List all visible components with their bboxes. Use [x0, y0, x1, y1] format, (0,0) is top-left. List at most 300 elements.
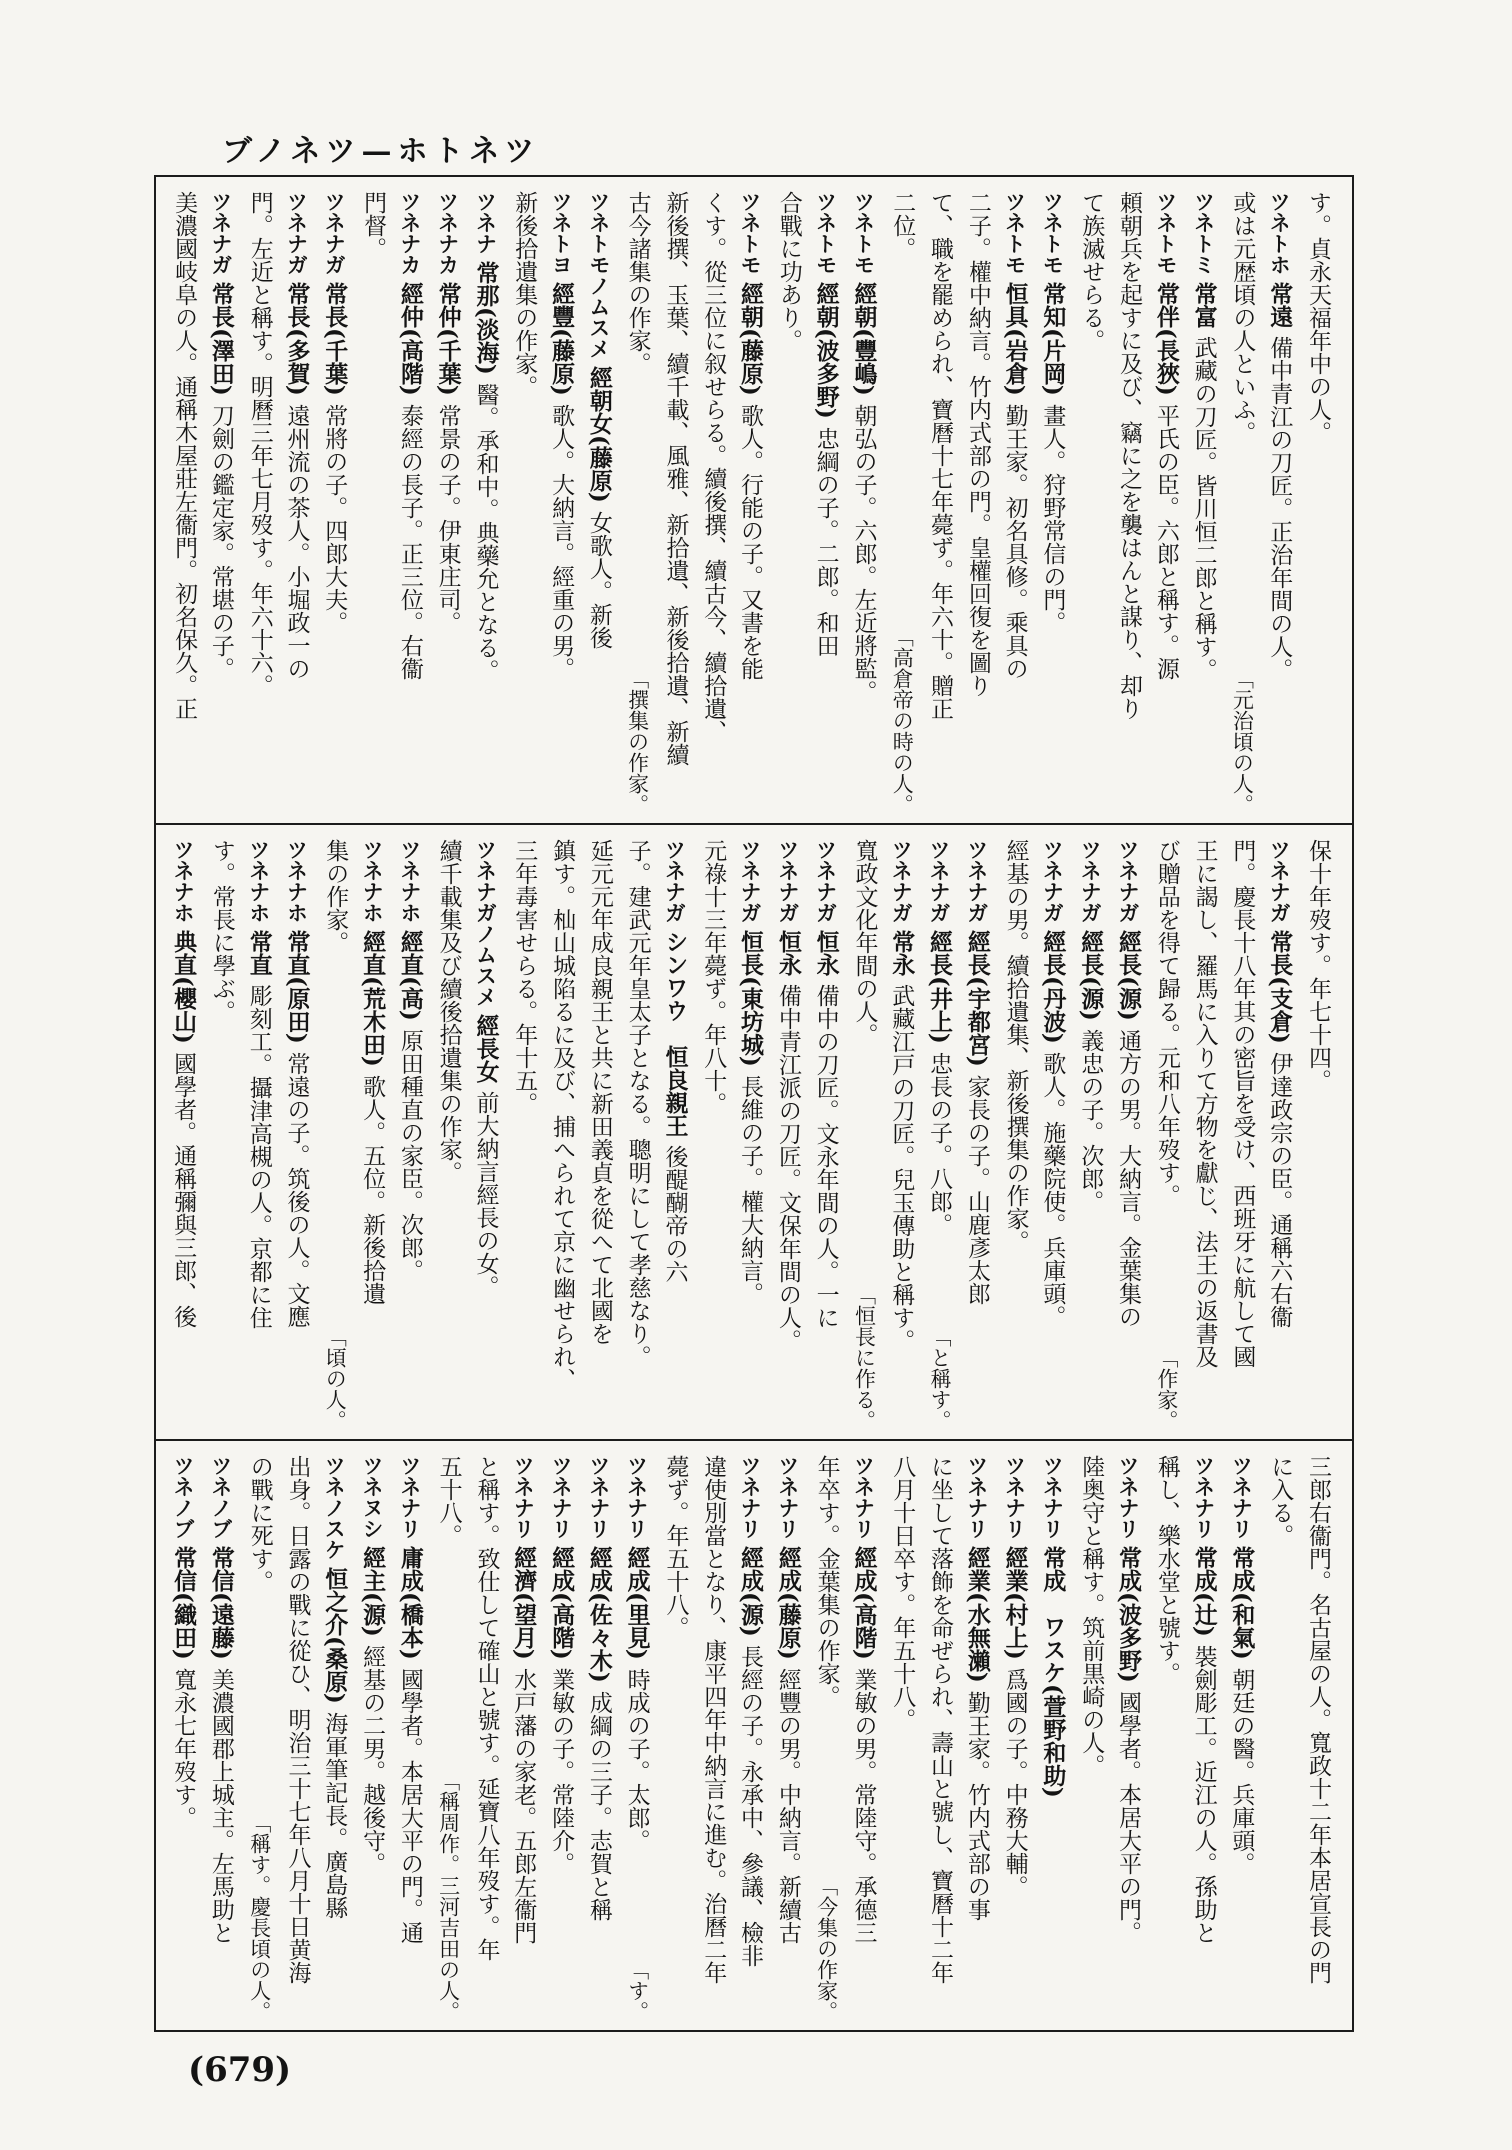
entry-text: 頼朝兵を起すに及び、竊に之を襲はんと謀り、却り	[1116, 191, 1143, 720]
entry-text: 門。左近と稱す。明曆三年七月歿す。年六十六。	[246, 191, 273, 697]
entry-text: 常將の子。四郎大夫。	[321, 403, 348, 634]
entry-headword: 經成(佐々木)	[585, 1546, 613, 1683]
entry-column	[618, 825, 656, 1439]
entry-headword: 恒永	[812, 930, 840, 976]
entry-reading: ツネナガ	[1078, 839, 1104, 923]
entry-headword: 恒具(岩倉)	[1001, 282, 1029, 396]
entry-headword: 常那(淡海)	[472, 261, 500, 375]
entry-column	[164, 825, 202, 1439]
entry-text: 門督。	[360, 191, 387, 260]
entry-column	[542, 1441, 580, 2030]
entry-headword: 經成(里見)	[623, 1546, 651, 1660]
entry-headword: 經長(井上)	[926, 930, 954, 1044]
entry-column	[1071, 177, 1109, 823]
entry-text: くす。從三位に叙せらる。續後撰、續古今、續拾遺、	[700, 191, 727, 743]
entry-reading: ツネトモ	[1040, 191, 1066, 275]
entry-text: 國學者。通稱彌與三郎、後	[170, 1051, 197, 1328]
entry-continuation: 「と稱す。	[928, 1326, 953, 1431]
entry-headword: 常信(織田)	[170, 1546, 198, 1660]
entry-reading: ツネトモ	[1002, 191, 1028, 275]
entry-text: に坐して落飾を命ぜられ、壽山と號し、寶曆十二年	[927, 1455, 954, 1984]
entry-reading: ツネナガ	[964, 839, 990, 923]
entry-reading: ツネナリ	[1116, 1455, 1142, 1539]
entry-headword: 經長(源)	[1077, 930, 1105, 1021]
entry-column	[353, 825, 391, 1439]
entry-text: 年卒す。金葉集の作家。	[813, 1455, 840, 1708]
entry-text: 長維の子。權大納言。	[737, 1074, 764, 1305]
entry-reading: ツネナリ	[1191, 1455, 1217, 1539]
entry-column	[920, 177, 958, 823]
entry-column	[1109, 825, 1147, 1439]
entry-headword: 常信(遠藤)	[207, 1546, 235, 1660]
entry-text: 合戰に功あり。	[775, 191, 802, 352]
entry-text: 保十年歿す。年七十四。	[1305, 839, 1331, 1092]
entry-column	[1185, 825, 1223, 1439]
entry-text: 國學者。本居大平の門。通	[396, 1667, 423, 1944]
entry-reading: ツネノスケ	[322, 1455, 348, 1560]
tier-columns	[156, 177, 1352, 823]
entry-text: 延元元年成良親王と共に新田義貞を從へて北國を	[586, 839, 613, 1345]
entry-reading: ツネトヨ	[549, 191, 575, 275]
entry-column	[845, 825, 883, 1439]
entry-continuation: 「頃の人。	[323, 1326, 348, 1431]
entry-column	[504, 177, 542, 823]
entry-text: 刀劍の鑑定家。常堪の子。	[207, 403, 234, 680]
entry-column	[240, 1441, 278, 2030]
entry-reading: ツネナガ	[738, 839, 764, 923]
entry-column	[278, 825, 316, 1439]
entry-headword: 常長(多賀)	[283, 282, 311, 396]
entry-column	[882, 825, 920, 1439]
entry-text: 稱し、樂水堂と號す。	[1153, 1455, 1180, 1685]
entry-column	[504, 825, 542, 1439]
entry-text: 前大納言經長の女。	[472, 1091, 499, 1298]
entry-text: 業敏の子。常陸介。	[548, 1667, 575, 1875]
entry-column	[731, 177, 769, 823]
entry-column	[504, 1441, 542, 2030]
entry-text: 武藏江戸の刀匠。兒玉傳助と稱す。	[888, 984, 915, 1352]
entry-column	[542, 177, 580, 823]
entry-text: 寬政文化年間の人。	[851, 839, 878, 1046]
entry-column	[1109, 1441, 1147, 2030]
page-number: (679)	[188, 2050, 292, 2090]
entry-text: と稱す。致仕して確山と號す。延寶八年歿す。年	[473, 1455, 500, 1961]
entry-column	[920, 1441, 958, 2030]
entry-text: 平氏の臣。六郎と稱す。源	[1152, 403, 1179, 680]
entry-text: 陸奥守と稱す。筑前黒崎の人。	[1078, 1455, 1105, 1777]
entry-reading: ツネナガ	[662, 839, 688, 923]
entry-column	[1147, 177, 1185, 823]
entry-column	[580, 1441, 618, 2030]
entry-continuation: 「作家。	[1154, 1347, 1179, 1431]
entry-text: 美濃國郡上城主。左馬助と	[207, 1667, 234, 1944]
entry-column	[580, 177, 618, 823]
entry-headword: 經朝(波多野)	[812, 282, 840, 419]
entry-text: 新後撰、玉葉、續千載、風雅、新拾遺、新後拾遺、新續	[662, 191, 689, 766]
entry-headword: 經長(源)	[1115, 930, 1143, 1021]
entry-column	[1298, 177, 1336, 823]
entry-text: 二位。	[889, 191, 916, 260]
entry-column	[202, 825, 240, 1439]
entry-reading: ツネナホ	[360, 839, 386, 923]
entry-text: 出身。日露の戰に從ひ、明治三十七年八月十日黄海	[284, 1455, 311, 1984]
entry-headword: 常成(波多野)	[1115, 1546, 1143, 1683]
entry-text: 寬永七年歿す。	[170, 1667, 197, 1829]
entry-text: 違使別當となり、康平四年中納言に進む。治曆二年	[700, 1455, 727, 1984]
entry-column	[1185, 1441, 1223, 2030]
entry-reading: ツネナリ	[964, 1455, 990, 1539]
entry-reading: ツネナガ	[889, 839, 915, 923]
entry-reading: ツネトモ	[738, 191, 764, 275]
entry-text: 義忠の子。次郎。	[1077, 1028, 1104, 1213]
entry-column	[807, 1441, 845, 2030]
entry-reading: ツネナリ	[549, 1455, 575, 1539]
entry-column	[353, 177, 391, 823]
entry-column	[1298, 825, 1336, 1439]
entry-column	[1223, 825, 1261, 1439]
entry-headword: 常長(支倉)	[1266, 930, 1294, 1044]
entry-text: 備中の刀匠。文永年間の人。一に	[812, 984, 839, 1329]
entry-column	[769, 177, 807, 823]
entry-text: 歌人。行能の子。又書を能	[737, 403, 764, 680]
entry-headword: 經業(水無瀨)	[963, 1546, 991, 1683]
entry-column	[958, 1441, 996, 2030]
entry-frame	[154, 175, 1354, 2032]
entry-column	[656, 1441, 694, 2030]
entry-text: 醫。承和中。典藥允となる。	[472, 382, 499, 682]
entry-text: 歌人。五位。新後拾遺	[359, 1074, 386, 1305]
entry-column	[315, 825, 353, 1439]
entry-column	[240, 177, 278, 823]
entry-text: 業敏の男。常陸守。承德三	[850, 1667, 877, 1944]
entry-text: 備中青江の刀匠。正治年間の人。	[1266, 336, 1293, 681]
entry-text: 忠綱の子。二郎。和田	[812, 426, 839, 657]
entry-headword: 經業(村上)	[1001, 1546, 1029, 1660]
entry-text: 三郎右衞門。名古屋の人。寬政十二年本居宣長の門	[1305, 1455, 1331, 1984]
entry-text: 原田種直の家臣。次郎。	[396, 1028, 423, 1282]
entry-text: 或は元歴頃の人といふ。	[1229, 191, 1256, 444]
entry-reading: ツネナリ	[511, 1455, 537, 1539]
entry-column	[1260, 177, 1298, 823]
entry-column	[278, 1441, 316, 2030]
entry-text: 經基の二男。越後守。	[359, 1644, 386, 1875]
entry-text: 長經の子。永承中、參議、檢非	[737, 1644, 764, 1967]
entry-text: 經豐の男。中納言。新續古	[774, 1667, 801, 1944]
entry-text: 泰經の長子。正三位。右衞	[396, 403, 423, 680]
entry-headword: 常仲(千葉)	[434, 282, 462, 396]
entry-text: 朝廷の醫。兵庫頭。	[1228, 1667, 1255, 1875]
entry-text: 鎮す。杣山城陷るに及び、捕へられて京に幽せられ、	[549, 839, 576, 1391]
entry-column	[278, 177, 316, 823]
entry-reading: ツネナガ	[775, 839, 801, 923]
entry-headword: 經直(荒木田)	[359, 930, 387, 1067]
entry-column	[618, 177, 656, 823]
entry-column	[996, 1441, 1034, 2030]
entry-column	[1034, 177, 1072, 823]
tier-bottom	[156, 1439, 1352, 2030]
entry-text: 薨ず。年五十八。	[662, 1455, 689, 1639]
entry-column	[1147, 825, 1185, 1439]
entry-column	[1034, 1441, 1072, 2030]
entry-headword: 經成(源)	[737, 1546, 765, 1637]
entry-continuation: 「稱す。慶長頃の人。	[247, 1812, 272, 2022]
entry-text: 五十八。	[435, 1455, 462, 1547]
entry-column	[1223, 1441, 1261, 2030]
entry-text: 備中青江派の刀匠。文保年間の人。	[774, 984, 801, 1352]
entry-reading: ツネナホ	[397, 839, 423, 923]
entry-reading: ツネナガ	[927, 839, 953, 923]
entry-continuation: 「撰集の作家。	[625, 668, 650, 815]
entry-reading: ツネナホ	[246, 839, 272, 923]
entry-text: 常遠の子。筑後の人。文應	[283, 1051, 310, 1328]
entry-continuation: 「恒長に作る。	[852, 1284, 877, 1431]
entry-text: 時成の子。太郎。	[623, 1667, 650, 1852]
entry-reading: ツネヌシ	[360, 1455, 386, 1539]
entry-text: 國學者。本居大平の門。	[1115, 1690, 1142, 1944]
entry-column	[1109, 177, 1147, 823]
entry-reading: ツネトホ	[1267, 191, 1293, 275]
entry-text: 門。慶長十八年其の密旨を受け、西班牙に航して國	[1229, 839, 1256, 1368]
entry-reading: ツネナホ	[284, 839, 310, 923]
entry-column	[391, 1441, 429, 2030]
entry-reading: ツネナガ	[1116, 839, 1142, 923]
entry-column	[807, 177, 845, 823]
entry-continuation: 「す。	[625, 1959, 650, 2022]
entry-text: 歌人。大納言。經重の男。	[548, 403, 575, 680]
entry-headword: 經長(宇都宮)	[963, 930, 991, 1067]
entry-column	[731, 825, 769, 1439]
entry-text: 經基の男。續拾遺集、新後撰集の作家。	[1002, 839, 1029, 1253]
entry-text: 朝弘の子。六郎。左近將監。	[850, 403, 877, 703]
entry-headword: 常遠	[1266, 282, 1294, 328]
entry-reading: ツネナガ	[1267, 839, 1293, 923]
entry-reading: ツネナリ	[738, 1455, 764, 1539]
entry-column	[467, 177, 505, 823]
entry-text: 家長の子。山鹿彥太郎	[963, 1074, 990, 1305]
entry-headword: 常直	[245, 930, 273, 976]
entry-headword: 經成(藤原)	[774, 1546, 802, 1660]
entry-column	[467, 1441, 505, 2030]
entry-reading: ツネトモ	[1153, 191, 1179, 275]
entry-column	[1260, 1441, 1298, 2030]
entry-text: 武藏の刀匠。皆川恒二郎と稱す。	[1190, 336, 1217, 681]
entry-column	[391, 825, 429, 1439]
entry-headword: 常成 ワスケ(萱野和助)	[1039, 1546, 1067, 1798]
entry-reading: ツネナ	[473, 191, 499, 254]
entry-column	[882, 1441, 920, 2030]
entry-headword: 經豐(藤原)	[548, 282, 576, 396]
entry-column	[920, 825, 958, 1439]
entry-column	[315, 1441, 353, 2030]
entry-reading: ツネナガ	[1040, 839, 1066, 923]
entry-text: 成綱の三子。志賀と稱	[585, 1690, 612, 1921]
entry-column	[1071, 1441, 1109, 2030]
entry-reading: ツネナリ	[1229, 1455, 1255, 1539]
entry-headword: 典直(櫻山)	[170, 930, 198, 1044]
entry-headword: 庸成(橋本)	[396, 1546, 424, 1660]
entry-text: す。貞永天福年中の人。	[1305, 191, 1331, 444]
entry-column	[845, 1441, 883, 2030]
entry-reading: ツネナリ	[586, 1455, 612, 1539]
entry-headword: 常長(澤田)	[207, 282, 235, 396]
entry-text: 元祿十三年薨ず。年八十。	[700, 839, 727, 1115]
entry-reading: ツネナリ	[397, 1455, 423, 1539]
entry-reading: ツネトモノムスメ	[586, 191, 612, 359]
entry-text: す。常長に學ぶ。	[208, 839, 235, 1023]
entry-column	[580, 825, 618, 1439]
entry-headword: 經仲(高階)	[396, 282, 424, 396]
entry-column	[693, 1441, 731, 2030]
entry-reading: ツネナガ	[284, 191, 310, 275]
entry-headword: 經濟(望月)	[510, 1546, 538, 1660]
entry-text: に入る。	[1267, 1455, 1294, 1547]
entry-headword: シンワウ 恒良親王	[661, 930, 689, 1137]
entry-text: 三年毒害せらる。年十五。	[511, 839, 538, 1115]
entry-headword: 常長(千葉)	[321, 282, 349, 396]
entry-text: 伊達政宗の臣。通稱六右衞	[1266, 1051, 1293, 1328]
entry-column	[656, 177, 694, 823]
entry-headword: 常伴(長狹)	[1152, 282, 1180, 396]
entry-column	[1034, 825, 1072, 1439]
entry-text: 爲國の子。中務大輔。	[1001, 1667, 1028, 1898]
entry-column	[1298, 1441, 1336, 2030]
entry-column	[202, 1441, 240, 2030]
entry-column	[429, 1441, 467, 2030]
entry-reading: ツネトモ	[813, 191, 839, 275]
entry-continuation: 「稱周作。三河吉田の人。	[436, 1770, 461, 2022]
entry-text: 二子。權中納言。竹内式部の門。皇權回復を圖り	[964, 191, 991, 697]
entry-headword: 經成(高階)	[850, 1546, 878, 1660]
entry-column	[353, 1441, 391, 2030]
entry-reading: ツネナリ	[851, 1455, 877, 1539]
entry-headword: 經主(源)	[359, 1546, 387, 1637]
entry-column	[769, 825, 807, 1439]
entry-text: び贈品を得て歸る。元和八年歿す。	[1153, 839, 1180, 1207]
entry-headword: 常成(和氣)	[1228, 1546, 1256, 1660]
entry-column	[391, 177, 429, 823]
entry-column	[693, 825, 731, 1439]
entry-text: 歌人。施藥院使。兵庫頭。	[1039, 1051, 1066, 1328]
entry-column	[240, 825, 278, 1439]
entry-reading: ツネノブ	[171, 1455, 197, 1539]
entry-column	[1071, 825, 1109, 1439]
entry-headword: 恒永	[774, 930, 802, 976]
entry-reading: ツネナガ	[208, 191, 234, 275]
entry-column	[164, 177, 202, 823]
tier-top	[156, 177, 1352, 823]
entry-text: 勤王家。初名具修。乘具の	[1001, 403, 1028, 680]
entry-reading: ツネナガノムスメ	[473, 839, 499, 1007]
entry-column	[769, 1441, 807, 2030]
entry-reading: ツネナリ	[775, 1455, 801, 1539]
entry-headword: 恒長(東坊城)	[737, 930, 765, 1067]
entry-column	[693, 177, 731, 823]
tier-middle	[156, 823, 1352, 1439]
entry-text: 新後拾遺集の作家。	[511, 191, 538, 398]
entry-column	[1147, 1441, 1185, 2030]
entry-text: 女歌人。新後	[585, 510, 612, 649]
entry-text: 集の作家。	[322, 839, 349, 954]
entry-text: 子。建武元年皇太子となる。聰明にして孝慈なり。	[624, 839, 651, 1368]
entry-column	[996, 825, 1034, 1439]
entry-reading: ツネトモ	[851, 191, 877, 275]
entry-text: 畫人。狩野常信の門。	[1039, 403, 1066, 634]
entry-column	[618, 1441, 656, 2030]
entry-column	[731, 1441, 769, 2030]
entry-text: 遠州流の茶人。小堀政一の	[283, 403, 310, 680]
entry-text: 常景の子。伊東庄司。	[434, 403, 461, 634]
entry-headword: 經長(丹波)	[1039, 930, 1067, 1044]
entry-column	[542, 825, 580, 1439]
entry-column	[845, 177, 883, 823]
entry-text: 勤王家。竹内式部の事	[963, 1690, 990, 1921]
entry-column	[656, 825, 694, 1439]
entry-column	[164, 1441, 202, 2030]
entry-text: 八月十日卒す。年五十八。	[889, 1455, 916, 1731]
entry-column	[1260, 825, 1298, 1439]
entry-reading: ツネナガ	[813, 839, 839, 923]
entry-text: 古今諸集の作家。	[624, 191, 651, 375]
tier-columns	[156, 1441, 1352, 2030]
entry-text: の戰に死す。	[246, 1455, 273, 1593]
entry-headword: 經長女	[472, 1014, 500, 1083]
entry-text: て、職を罷められ、寶曆十七年薨ず。年六十。贈正	[927, 191, 954, 720]
entry-text: 美濃國岐阜の人。通稱木屋莊左衞門。初名保久。正	[171, 191, 198, 720]
entry-headword: 經成(高階)	[548, 1546, 576, 1660]
entry-text: 裝劍彫工。近江の人。孫助と	[1190, 1644, 1217, 1944]
tier-columns	[156, 825, 1352, 1439]
entry-column	[467, 825, 505, 1439]
entry-column	[807, 825, 845, 1439]
entry-headword: 常直(原田)	[283, 930, 311, 1044]
entry-text: 續千載集及び續後拾遺集の作家。	[435, 839, 462, 1184]
entry-reading: ツネノブ	[208, 1455, 234, 1539]
entry-headword: 經朝(藤原)	[737, 282, 765, 396]
entry-continuation: 「今集の作家。	[814, 1875, 839, 2022]
entry-headword: 恒之介(桑原)	[321, 1567, 349, 1704]
entry-reading: ツネナホ	[171, 839, 197, 923]
entry-continuation: 「高倉帝の時の人。	[890, 626, 915, 815]
entry-reading: ツネナリ	[1040, 1455, 1066, 1539]
entry-text: 後醍醐帝の六	[661, 1145, 688, 1283]
entry-headword: 常富	[1190, 282, 1218, 328]
entry-column	[202, 177, 240, 823]
entry-headword: 經朝女(藤原)	[585, 366, 613, 503]
running-head: ツネトホ—ツネノブ	[222, 134, 541, 169]
entry-text: 王に謁し、羅馬に入りて方物を獻じ、法王の返書及	[1191, 839, 1218, 1368]
entry-column	[958, 177, 996, 823]
entry-reading: ツネトミ	[1191, 191, 1217, 275]
entry-headword: 經朝(豐嶋)	[850, 282, 878, 396]
entry-column	[958, 825, 996, 1439]
entry-text: 彫刻工。攝津高槻の人。京都に住	[245, 984, 272, 1329]
entry-column	[429, 825, 467, 1439]
entry-text: て族滅せらる。	[1078, 191, 1105, 352]
entry-text: 忠長の子。八郎。	[926, 1051, 953, 1236]
entry-column	[996, 177, 1034, 823]
entry-column	[429, 177, 467, 823]
entry-headword: 常知(片岡)	[1039, 282, 1067, 396]
entry-column	[1223, 177, 1261, 823]
entry-text: 水戸藩の家老。五郎左衞門	[510, 1667, 537, 1944]
entry-reading: ツネナカ	[397, 191, 423, 275]
entry-continuation: 「元治頃の人。	[1230, 668, 1255, 815]
entry-reading: ツネナカ	[435, 191, 461, 275]
entry-column	[882, 177, 920, 823]
entry-headword: 常成(辻)	[1190, 1546, 1218, 1637]
entry-reading: ツネナリ	[1002, 1455, 1028, 1539]
entry-text: 海軍筆記長。廣島縣	[321, 1711, 348, 1919]
